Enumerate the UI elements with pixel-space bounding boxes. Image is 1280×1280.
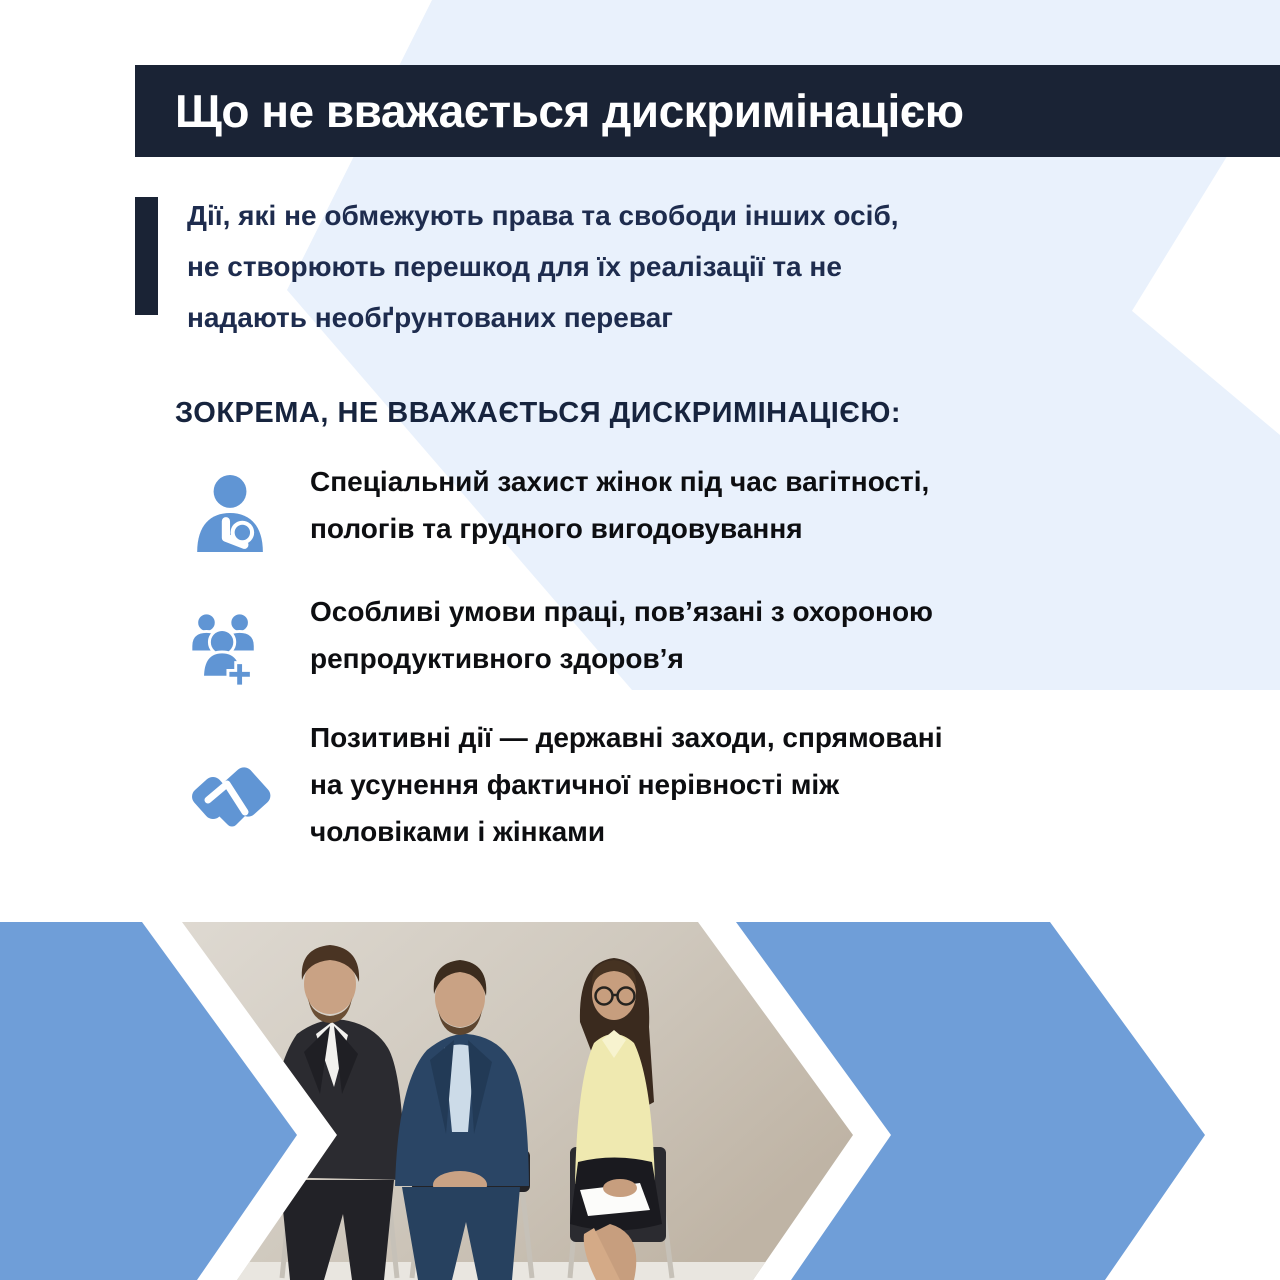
intro-line: надають необґрунтованих переваг	[187, 302, 673, 333]
handshake-icon	[188, 760, 272, 838]
bullet-item	[310, 714, 943, 855]
intro-quote	[187, 190, 899, 343]
bullet-item	[310, 588, 933, 682]
people-group-plus-icon	[186, 608, 264, 688]
mother-with-baby-icon	[192, 474, 266, 552]
bullet-line: пологів та грудного вигодовування	[310, 513, 803, 544]
bullet-line: чоловіками і жінками	[310, 816, 606, 847]
intro-line: Дії, які не обмежують права та свободи інших осіб,	[187, 200, 899, 231]
quote-accent-bar	[135, 197, 158, 315]
bullet-line: Позитивні дії — державні заходи, спрямовані	[310, 722, 943, 753]
three-job-candidates-waiting-photo	[182, 922, 853, 1280]
subheading: ЗОКРЕМА, НЕ ВВАЖАЄТЬСЯ ДИСКРИМІНАЦІЄЮ:	[175, 397, 902, 429]
bullet-line: на усунення фактичної нерівності між	[310, 769, 840, 800]
bullet-line: Особливі умови праці, пов’язані з охороною	[310, 596, 933, 627]
bullet-item	[310, 458, 929, 552]
bullet-line: Спеціальний захист жінок під час вагітності,	[310, 466, 930, 497]
title-bar	[135, 65, 1280, 157]
page-title: Що не вважається дискримінацією	[175, 85, 964, 137]
intro-line: не створюють перешкод для їх реалізації та не	[187, 251, 842, 282]
bullet-line: репродуктивного здоров’я	[310, 643, 684, 674]
